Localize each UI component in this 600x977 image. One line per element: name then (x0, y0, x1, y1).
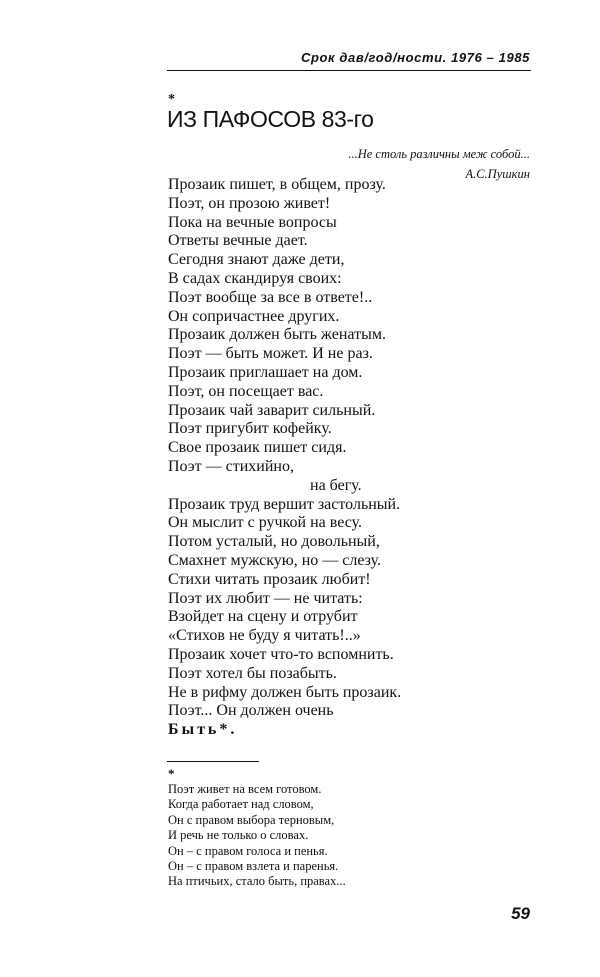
poem-line: Прозаик чай заварит сильный. (168, 401, 376, 419)
poem-line-final: Быть*. (168, 721, 238, 739)
epigraph-author: А.С.Пушкин (465, 167, 530, 181)
footnote-line: Он – с правом голоса и пенья. (168, 843, 328, 858)
footnote-line: Когда работает над словом, (168, 797, 314, 812)
footnote-marker: * (168, 766, 175, 781)
poem-line: В садах скандируя своих: (168, 269, 342, 287)
page-number: 59 (511, 904, 530, 923)
poem-line: Он сопричастнее других. (168, 307, 340, 325)
poem-line: Поэт, он посещает вас. (168, 382, 324, 400)
footnote (168, 782, 498, 890)
poem-line: Поэт... Он должен очень (168, 702, 334, 720)
poem-line: Поэт — быть может. И не раз. (168, 345, 373, 363)
poem-line: Пока на вечные вопросы (168, 213, 337, 231)
poem-line: Прозаик пишет, в общем, прозу. (168, 176, 386, 193)
footnote-line: Он с правом выбора терновым, (168, 812, 335, 827)
poem-line: Поэт, он прозою живет! (168, 194, 331, 212)
poem-line: Ответы вечные дает. (168, 232, 308, 250)
footnote-line: На птичьих, стало быть, правах... (168, 874, 346, 889)
poem-line: Потом усталый, но довольный, (168, 533, 380, 551)
header-rule (167, 70, 531, 71)
footnote-line: Поэт живет на всем готовом. (168, 782, 322, 796)
poem-line-indented: на бегу. (310, 476, 362, 494)
poem-line: Поэт хотел бы позабыть. (168, 664, 337, 682)
running-head: Срок дав/год/ности. 1976 – 1985 (300, 50, 530, 65)
poem-line: Поэт пригубит кофейку. (168, 420, 332, 438)
poem-line: Поэт их любит — не читать: (168, 589, 363, 607)
poem-line: Прозаик хочет что-то вспомнить. (168, 645, 394, 663)
poem-body (168, 176, 538, 740)
poem-line: Стихи читать прозаик любит! (168, 570, 371, 588)
poem-line: Смахнет мужскую, но — слезу. (168, 551, 382, 569)
title-footnote-marker: * (168, 92, 175, 107)
poem-line: «Стихов не буду я читать!..» (168, 627, 361, 645)
footnote-line: Он – с правом взлета и паренья. (168, 859, 339, 874)
poem-line: Не в рифму должен быть прозаик. (168, 683, 402, 701)
poem-line: Сегодня знают даже дети, (168, 251, 345, 269)
poem-line: Прозаик должен быть женатым. (168, 326, 386, 344)
poem-line: Прозаик приглашает на дом. (168, 363, 363, 381)
poem-line: Он мыслит с ручкой на весу. (168, 514, 363, 532)
poem-line: Поэт вообще за все в ответе!.. (168, 288, 373, 306)
epigraph-text: ...Не столь различны меж собой... (348, 147, 530, 161)
footnote-rule (167, 761, 259, 762)
footnote-line: И речь не только о словах. (168, 828, 309, 843)
poem-title: ИЗ ПАФОСОВ 83-го (167, 106, 374, 132)
poem-line: Взойдет на сцену и отрубит (168, 608, 358, 626)
poem-line: Поэт — стихийно, (168, 457, 294, 475)
poem-line: Свое прозаик пишет сидя. (168, 439, 347, 457)
poem-line: Прозаик труд вершит застольный. (168, 495, 401, 513)
